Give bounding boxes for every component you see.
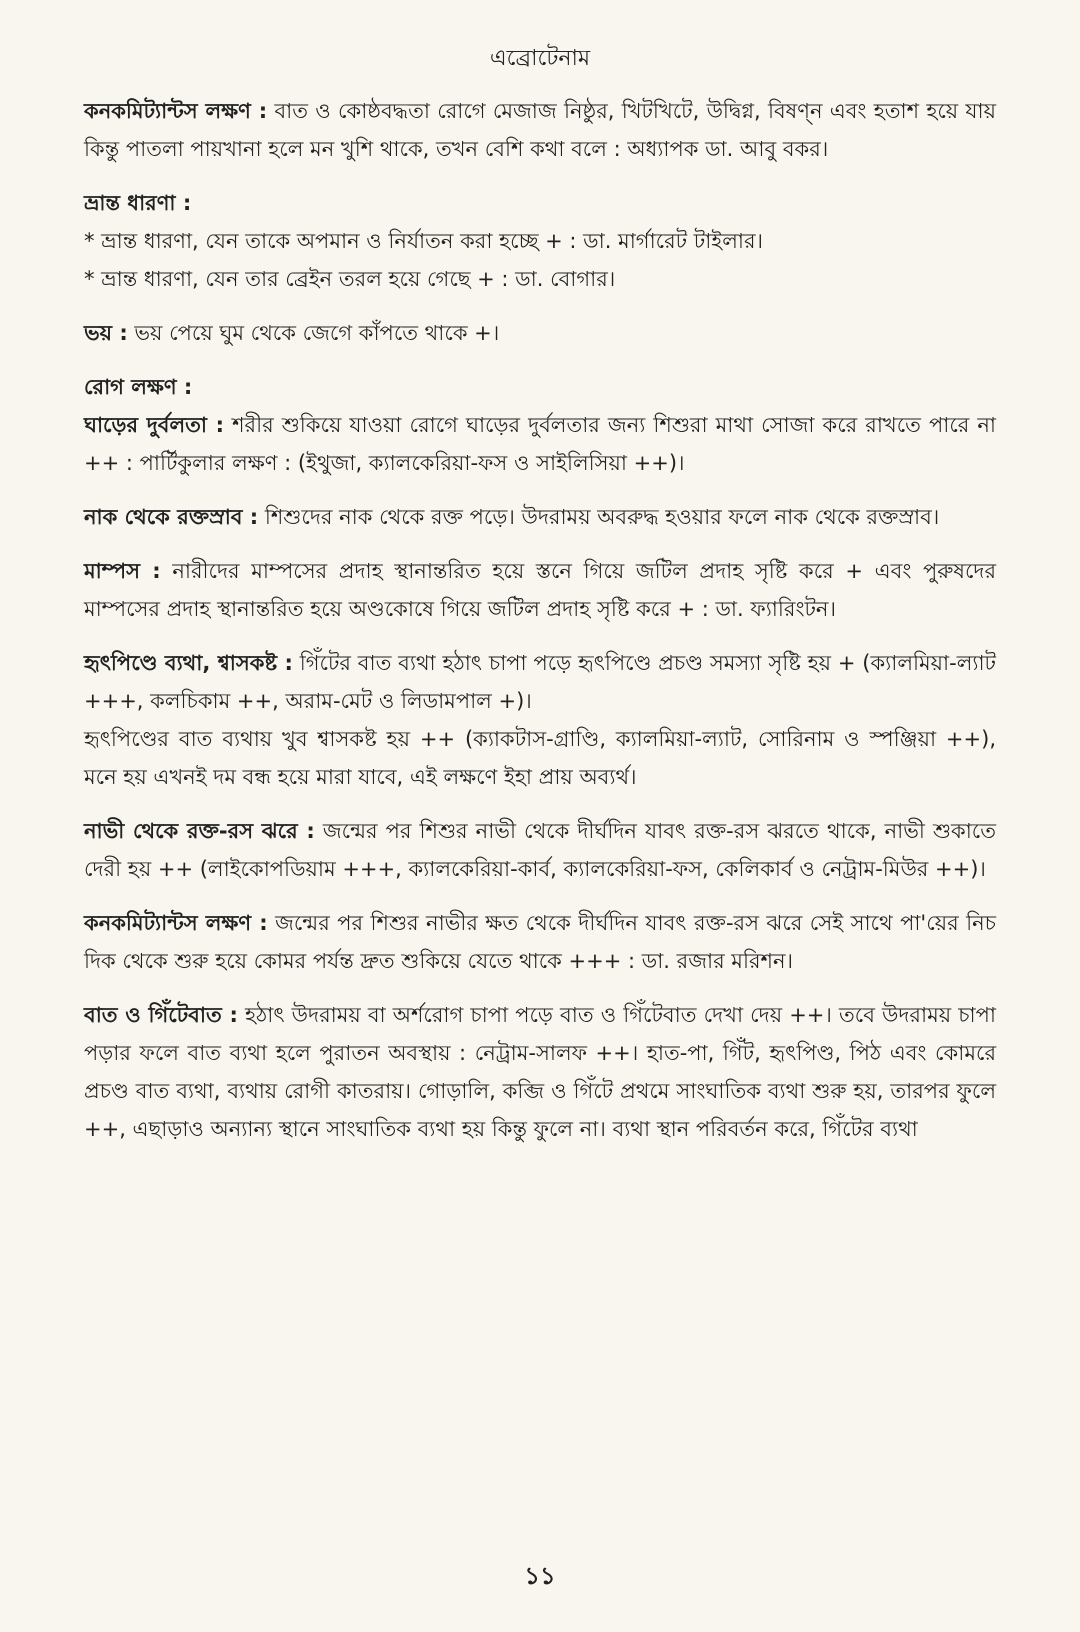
text-nosebleed: শিশুদের নাক থেকে রক্ত পড়ে। উদরাময় অবরুদ্ধ হওয়ার ফলে নাক থেকে রক্তস্রাব।: [258, 505, 940, 529]
paragraph-fear: [84, 314, 996, 352]
text-mumps: নারীদের মাম্পসের প্রদাহ স্থানান্তরিত হয়ে স্তনে গিয়ে জটিল প্রদাহ সৃষ্টি করে + এবং পুরুষদের মাম্পসের প্রদাহ স্থানান্তরিত হয়ে অণ্ডকোষে গিয়ে জটিল প্রদাহ সৃষ্টি করে + : ডা. ফ্যারিংটন।: [84, 559, 996, 621]
text-concomitant-2: জন্মের পর শিশুর নাভীর ক্ষত থেকে দীর্ঘদিন যাবৎ রক্ত-রস ঝরে সেই সাথে পা'য়ের নিচ দিক থেকে শুরু হয়ে কোমর পর্যন্ত দ্রুত শুকিয়ে যেতে থাকে +++ : ডা. রজার মরিশন।: [84, 911, 996, 973]
label-concomitant-1: কনকমিট্যান্টস লক্ষণ :: [84, 99, 268, 123]
book-page: [84, 44, 996, 1164]
label-fear: ভয় :: [84, 321, 128, 345]
label-mumps: মাম্পস :: [84, 559, 161, 583]
paragraph-concomitant-2: [84, 904, 996, 980]
label-heart-pain: হৃৎপিণ্ডে ব্যথা, শ্বাসকষ্ট :: [84, 651, 293, 675]
label-rheumatism: বাত ও গিঁটেবাত :: [84, 1003, 238, 1027]
paragraph-concomitant-1: [84, 92, 996, 168]
label-navel-discharge: নাভী থেকে রক্ত-রস ঝরে :: [84, 819, 315, 843]
text-fear: ভয় পেয়ে ঘুম থেকে জেগে কাঁপতে থাকে +।: [127, 321, 500, 345]
delusion-item-2: * ভ্রান্ত ধারণা, যেন তার ব্রেইন তরল হয়ে গেছে + : ডা. বোগার।: [84, 267, 616, 291]
text-heart-pain: গিঁটের বাত ব্যথা হঠাৎ চাপা পড়ে হৃৎপিণ্ডে প্রচণ্ড সমস্যা সৃষ্টি হয় + (ক্যালমিয়া-ল্যাট +++, কলচিকাম ++, অরাম-মেট ও লিডামপাল +)।: [84, 651, 996, 713]
paragraph-rheumatism: [84, 996, 996, 1148]
label-concomitant-2: কনকমিট্যান্টস লক্ষণ :: [84, 911, 268, 935]
text-rheumatism: হঠাৎ উদরাময় বা অর্শরোগ চাপা পড়ে বাত ও গিঁটেবাত দেখা দেয় ++। তবে উদরাময় চাপা পড়ার ফলে বাত ব্যথা হলে পুরাতন অবস্থায় : নেট্রাম-সালফ ++। হাত-পা, গিঁট, হৃৎপিণ্ড, পিঠ এবং কোমরে প্রচণ্ড বাত ব্যথা, ব্যথায় রোগী কাতরায়। গোড়ালি, কব্জি ও গিঁটে প্রথমে সাংঘাতিক ব্যথা শুরু হয়, তারপর ফুলে ++, এছাড়াও অন্যান্য স্থানে সাংঘাতিক ব্যথা হয় কিন্তু ফুলে না। ব্যথা স্থান পরিবর্তন করে, গিঁটের ব্যথা: [84, 1003, 996, 1141]
paragraph-nosebleed: [84, 498, 996, 536]
heading-delusion: [84, 184, 996, 222]
text-concomitant-1: বাত ও কোষ্ঠবদ্ধতা রোগে মেজাজ নিষ্ঠুর, খিটখিটে, উদ্বিগ্ন, বিষণ্ন এবং হতাশ হয়ে যায় কিন্তু পাতলা পায়খানা হলে মন খুশি থাকে, তখন বেশি কথা বলে : অধ্যাপক ডা. আবু বকর।: [84, 99, 996, 161]
paragraph-heart-pain: [84, 644, 996, 720]
paragraph-navel-discharge: [84, 812, 996, 888]
heading-symptoms: [84, 368, 996, 406]
paragraph-heart-pain-2: হৃৎপিণ্ডের বাত ব্যথায় খুব শ্বাসকষ্ট হয় ++ (ক্যাকটাস-গ্রাণ্ডি, ক্যালমিয়া-ল্যাট, সোরিনাম ও স্পঞ্জিয়া ++), মনে হয় এখনই দম বন্ধ হয়ে মারা যাবে, এই লক্ষণে ইহা প্রায় অব্যর্থ।: [84, 727, 996, 789]
page-number: ১১: [524, 1562, 556, 1590]
label-neck-weakness: ঘাড়ের দুর্বলতা :: [84, 413, 225, 437]
label-symptoms: রোগ লক্ষণ :: [84, 375, 193, 399]
running-head: এব্রোটেনাম: [489, 46, 591, 71]
delusion-item-1: * ভ্রান্ত ধারণা, যেন তাকে অপমান ও নির্যাতন করা হচ্ছে + : ডা. মার্গারেট টাইলার।: [84, 229, 764, 253]
text-neck-weakness: শরীর শুকিয়ে যাওয়া রোগে ঘাড়ের দুর্বলতার জন্য শিশুরা মাথা সোজা করে রাখতে পারে না ++ : পার্টিকুলার লক্ষণ : (ইথুজা, ক্যালকেরিয়া-ফস ও সাইলিসিয়া ++)।: [84, 413, 997, 475]
paragraph-neck-weakness: [84, 406, 996, 482]
text-navel-discharge: জন্মের পর শিশুর নাভী থেকে দীর্ঘদিন যাবৎ রক্ত-রস ঝরতে থাকে, নাভী শুকাতে দেরী হয় ++ (লাইকোপডিয়াম +++, ক্যালকেরিয়া-কার্ব, ক্যালকেরিয়া-ফস, কেলিকার্ব ও নেট্রাম-মিউর ++)।: [84, 819, 996, 881]
label-delusion: ভ্রান্ত ধারণা :: [84, 191, 192, 215]
paragraph-mumps: [84, 552, 996, 628]
label-nosebleed: নাক থেকে রক্তস্রাব :: [84, 505, 259, 529]
